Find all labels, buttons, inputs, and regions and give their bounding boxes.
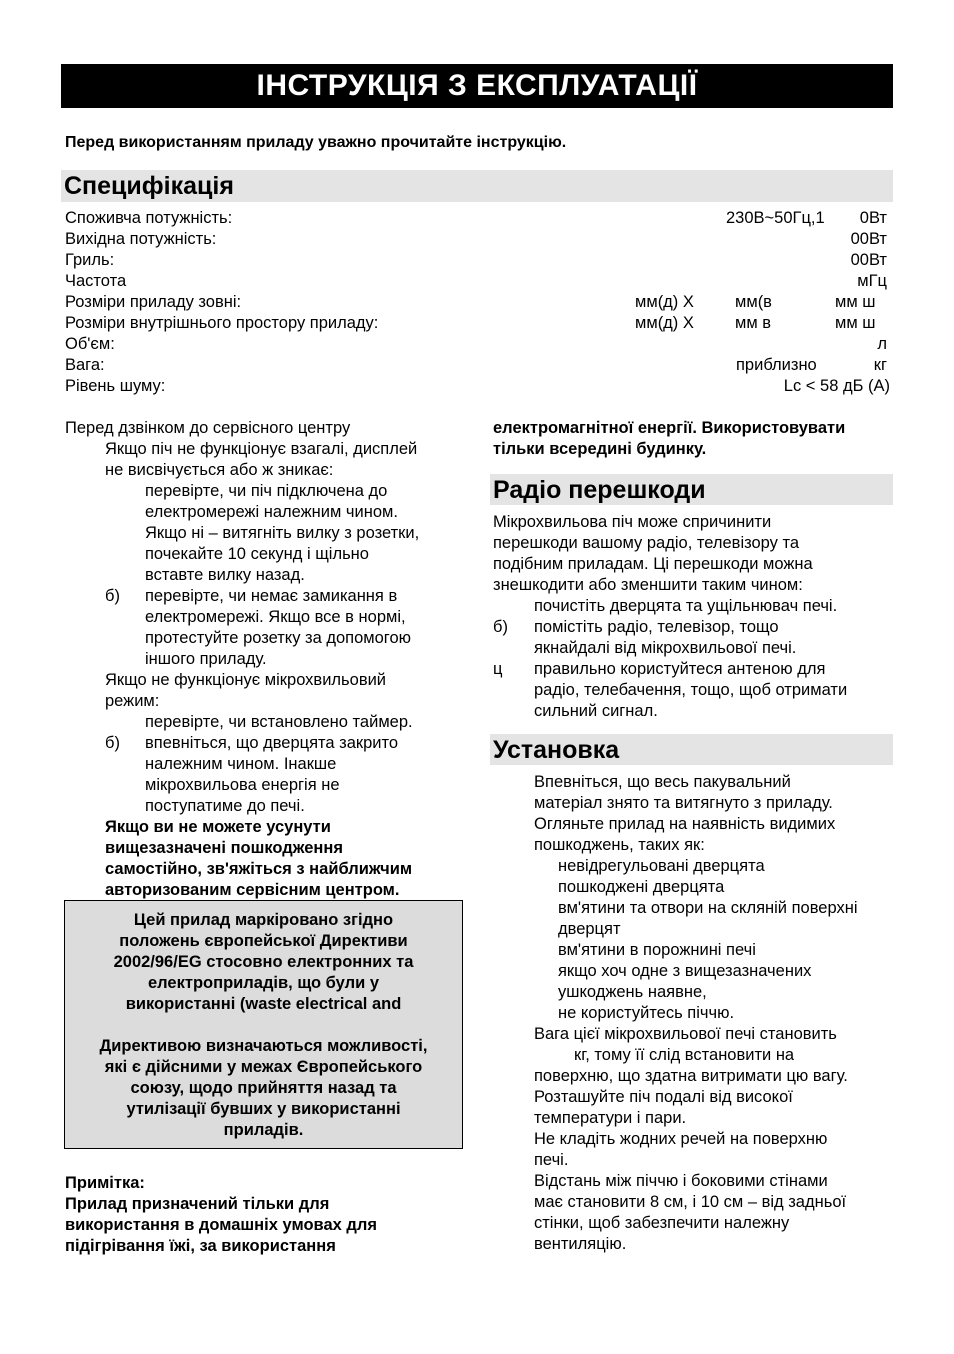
spec-value: Lc < 58 дБ (А) [783,377,890,395]
text-line: мікрохвильова енергія не [145,776,340,794]
text-line: не користуйтесь піччю. [558,1004,735,1022]
spec-row [65,313,890,334]
radio-item-c [534,659,847,722]
text-line: електроприладів, що були у [147,974,380,992]
damage-list [558,856,858,1024]
weee-notice-box [64,900,463,1149]
text-line: режим: [105,692,160,710]
text-line: Прилад призначений тільки для [65,1195,330,1213]
text-line: використанні (waste electrical and [125,995,402,1013]
text-line: почекайте 10 секунд і щільно [145,545,369,563]
radio-intro [493,512,813,596]
spec-label: Об'єм: [65,335,115,353]
text-line: електромережі належним чином. [145,503,398,521]
text-line: якщо хоч одне з вищезазначених [558,962,812,980]
spec-row [65,334,890,355]
spec-value: 230В~50Гц,1 [726,209,825,227]
text-line: утилізації бувших у використанні [126,1100,401,1118]
spec-label: Споживча потужність: [65,209,233,227]
text-line: невідрегульовані дверцята [558,857,765,875]
text-line: тільки всередині будинку. [493,440,707,458]
text-line: впевніться, що дверцята закрито [145,734,399,752]
text-line: перевірте, чи піч підключена до [145,482,388,500]
page-title: ІНСТРУКЦІЯ З ЕКСПЛУАТАЦІЇ [61,64,893,108]
spec-label: Розміри приладу зовні: [65,293,242,311]
text-line: дверцят [558,920,621,938]
spec-label: Гриль: [65,251,115,269]
marker-b2: б) [105,734,120,752]
spec-row [65,355,890,376]
install-para-1 [534,772,835,856]
text-line: Цей прилад маркіровано згідно [133,911,394,929]
note-title: Примітка: [65,1174,145,1192]
spec-value: 0Вт [859,209,887,227]
spec-value: мм(д) Х [635,314,694,332]
install-para-3 [534,1066,848,1255]
spec-row [65,229,890,250]
text-line: сильний сигнал. [534,702,658,720]
text-line: помістіть радіо, телевізор, тощо [534,618,779,636]
text-line: підігрівання їжі, за використання [65,1237,336,1255]
text-line: поверхню, що здатна витримати цю вагу. [534,1067,848,1085]
text-line: печі. [534,1151,569,1169]
spec-label: Вага: [65,356,105,374]
text-line: перевірте, чи немає замикання в [145,587,398,605]
spec-row [65,271,890,292]
service-contact-note [105,817,412,901]
check-a1 [145,481,419,586]
text-line: має становити 8 см, і 10 см – від задньої [534,1193,847,1211]
spec-value: 00Вт [850,230,887,248]
text-line: Огляньте прилад на наявність видимих [534,815,836,833]
check-b1 [145,586,411,670]
text-line: подібним приладам. Ці перешкоди можна [493,555,813,573]
spec-row [65,292,890,313]
radio-item-b [534,617,796,659]
text-line: знешкодити або зменшити таким чином: [493,576,803,594]
spec-row [65,208,890,229]
text-line: вм'ятини в порожнині печі [558,941,756,959]
text-line: ушкоджень наявне, [558,983,707,1001]
install-heading: Установка [490,734,893,765]
text-line: поступатиме до печі. [145,797,305,815]
text-line: стінки, щоб забезпечити належну [534,1214,790,1232]
text-line: електромагнітної енергії. Використовувати [493,419,846,437]
text-line: перешкоди вашому радіо, телевізору та [493,534,800,552]
energy-continuation [493,418,845,460]
check-a2: перевірте, чи встановлено таймер. [145,713,413,731]
marker-rb: б) [493,618,508,636]
radio-heading: Радіо перешкоди [490,474,893,505]
spec-value: мм в [735,314,772,332]
spec-value: мГц [857,272,887,290]
spec-value: мм ш [835,293,876,311]
no-microwave-para [105,670,386,712]
install-weight [534,1024,837,1045]
text-line: пошкоджені дверцята [558,878,725,896]
spec-row [65,376,890,397]
spec-value: мм(д) Х [635,293,694,311]
text-line: використання в домашніх умовах для [65,1216,377,1234]
spec-value: кг [873,356,887,374]
spec-value: мм ш [835,314,876,332]
text-line: Мікрохвильова піч може спричинити [493,513,772,531]
text-line: Впевніться, що весь пакувальний [534,773,791,791]
text-line: які є дійсними у межах Європейського [104,1058,423,1076]
marker-rc: ц [493,660,503,678]
text-line: матеріал знято та витягнуто з приладу. [534,794,833,812]
radio-item-a: почистіть дверцята та ущільнювач печі. [534,597,838,615]
service-intro: Перед дзвінком до сервісного центру [65,419,351,437]
text-line [65,1015,462,1036]
text-line: вентиляцію. [534,1235,627,1253]
text-line: положень європейської Директиви [119,932,408,950]
text-line: Якщо ви не можете усунути [105,818,331,836]
spec-row [65,250,890,271]
spec-label: Частота [65,272,127,290]
install-weight-indent: кг, тому її слід встановити на [574,1046,795,1064]
text-line: температури і пари. [534,1109,687,1127]
text-line: 2002/96/EG стосовно електронних та [113,953,414,971]
text-line: не висвічується або ж зникає: [105,461,334,479]
text-line: правильно користуйтеся антеною для [534,660,826,678]
text-line: вищезазначені пошкодження [105,839,343,857]
text-line: пошкоджень, таких як: [534,836,705,854]
spec-label: Вихідна потужність: [65,230,217,248]
note-text [65,1194,377,1257]
text-line: вставте вилку назад. [145,566,305,584]
text-line: належним чином. Інакше [145,755,337,773]
spec-label: Розміри внутрішнього простору приладу: [65,314,379,332]
spec-heading: Специфікація [61,170,893,202]
text-line: іншого приладу. [145,650,267,668]
spec-value: приблизно [736,356,817,374]
text-line: протестуйте розетку за допомогою [145,629,412,647]
text-line: Якщо піч не функціонує взагалі, дисплей [105,440,418,458]
spec-label: Рівень шуму: [65,377,166,395]
spec-value: 00Вт [850,251,887,269]
text-line: Вага цієї мікрохвильової печі становить [534,1025,837,1043]
no-power-para [105,439,417,481]
text-line: радіо, телебачення, тощо, щоб отримати [534,681,848,699]
text-line: приладів. [223,1121,304,1139]
text-line: Директивою визначаються можливості, [99,1037,428,1055]
text-line: Відстань між піччю і боковими стінами [534,1172,828,1190]
text-line: Якщо ні – витягніть вилку з розетки, [145,524,420,542]
text-line: Якщо не функціонує мікрохвильовий [105,671,387,689]
text-line: Розташуйте піч подалі від високої [534,1088,793,1106]
text-line: союзу, щодо прийняття назад та [130,1079,397,1097]
spec-value: мм(в [735,293,772,311]
text-line: якнайдалі від мікрохвильової печі. [534,639,797,657]
spec-value: л [877,335,887,353]
text-line: Не кладіть жодних речей на поверхню [534,1130,828,1148]
check-b2 [145,733,398,817]
intro-text: Перед використанням приладу уважно прочитайте інструкцію. [65,134,567,151]
marker-b1: б) [105,587,120,605]
text-line: авторизованим сервісним центром. [105,881,400,899]
text-line: електромережі. Якщо все в нормі, [145,608,406,626]
text-line: самостійно, зв'яжіться з найближчим [105,860,413,878]
text-line: вм'ятини та отвори на скляній поверхні [558,899,858,917]
